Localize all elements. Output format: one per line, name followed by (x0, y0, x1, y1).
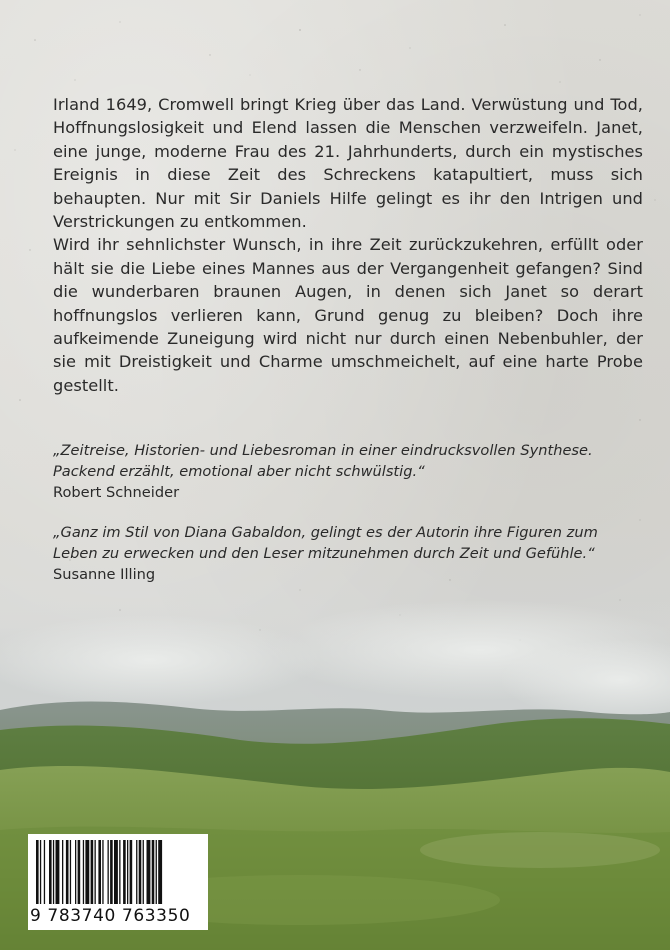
barcode-bar (70, 840, 71, 904)
barcode-bar (130, 840, 133, 904)
barcode-bar (139, 840, 142, 904)
barcode-bar (108, 840, 109, 904)
barcode-bar (40, 840, 41, 904)
barcode-bar (75, 840, 76, 904)
barcode-bar (44, 840, 45, 904)
barcode-bar (147, 840, 151, 904)
barcode-bar (91, 840, 94, 904)
isbn-number: 9 783740 763350 (30, 906, 191, 926)
isbn-barcode (28, 834, 208, 930)
barcode-bar (114, 840, 118, 904)
quote-text: „Ganz im Stil von Diana Gabaldon, gelingt es der Autorin ihre Figuren zum Leben zu erwecken und den Leser mitzunehmen durch Zeit und Gefühle.“ (53, 524, 598, 562)
quote-author: Robert Schneider (53, 484, 180, 501)
blurb (53, 93, 643, 397)
quote-author: Susanne Illing (53, 566, 156, 583)
barcode-bar (49, 840, 52, 904)
review-quote (53, 440, 633, 503)
barcode-bar (83, 840, 84, 904)
barcode-bar (66, 840, 69, 904)
review-quote (53, 522, 633, 585)
barcode-bar (127, 840, 128, 904)
barcode-bar (102, 840, 103, 904)
barcode-bar (156, 840, 157, 904)
barcode-bar (119, 840, 120, 904)
barcode-bar (78, 840, 81, 904)
barcode-bar (152, 840, 155, 904)
barcode-bar (123, 840, 126, 904)
barcode-bars (36, 840, 200, 910)
barcode-bar (62, 840, 63, 904)
barcode-bar (85, 840, 89, 904)
barcode-bar (98, 840, 101, 904)
barcode-bar (136, 840, 137, 904)
barcode-bar (143, 840, 144, 904)
blurb-paragraph: Wird ihr sehnlichster Wunsch, in ihre Zeit zurückzukehren, erfüllt oder hält sie die Liebe eines Mannes aus der Vergangenheit gefangen? Sind die wunderbaren braunen Augen, in denen sich Janet so derart hoffnungslos verlieren kann, Grund genug zu bleiben? Doch ihre aufkeimende Zuneigung wird nicht nur durch einen Nebenbuhler, der sie mit Dreistigkeit und Charme umschmeichelt, auf eine harte Probe gestellt. (53, 235, 643, 395)
blurb-paragraph: Irland 1649, Cromwell bringt Krieg über das Land. Verwüstung und Tod, Hoffnungslosigkeit und Elend lassen die Menschen verzweifeln. Janet, eine junge, moderne Frau des 21. Jahrhunderts, durch ein mystisches Ereignis in diese Zeit des Schreckens katapultiert, muss sich behaupten. Nur mit Sir Daniels Hilfe gelingt es ihr den Intrigen und Verstrickungen zu entkommen. (53, 95, 643, 232)
barcode-bar (95, 840, 96, 904)
quote-text: „Zeitreise, Historien- und Liebesroman in einer eindrucksvollen Synthese. Packend erzählt, emotional aber nicht schwülstig.“ (53, 442, 593, 480)
barcode-bar (158, 840, 162, 904)
barcode-bar (56, 840, 60, 904)
barcode-bar (110, 840, 113, 904)
barcode-bar (53, 840, 54, 904)
barcode-bar (36, 840, 39, 904)
